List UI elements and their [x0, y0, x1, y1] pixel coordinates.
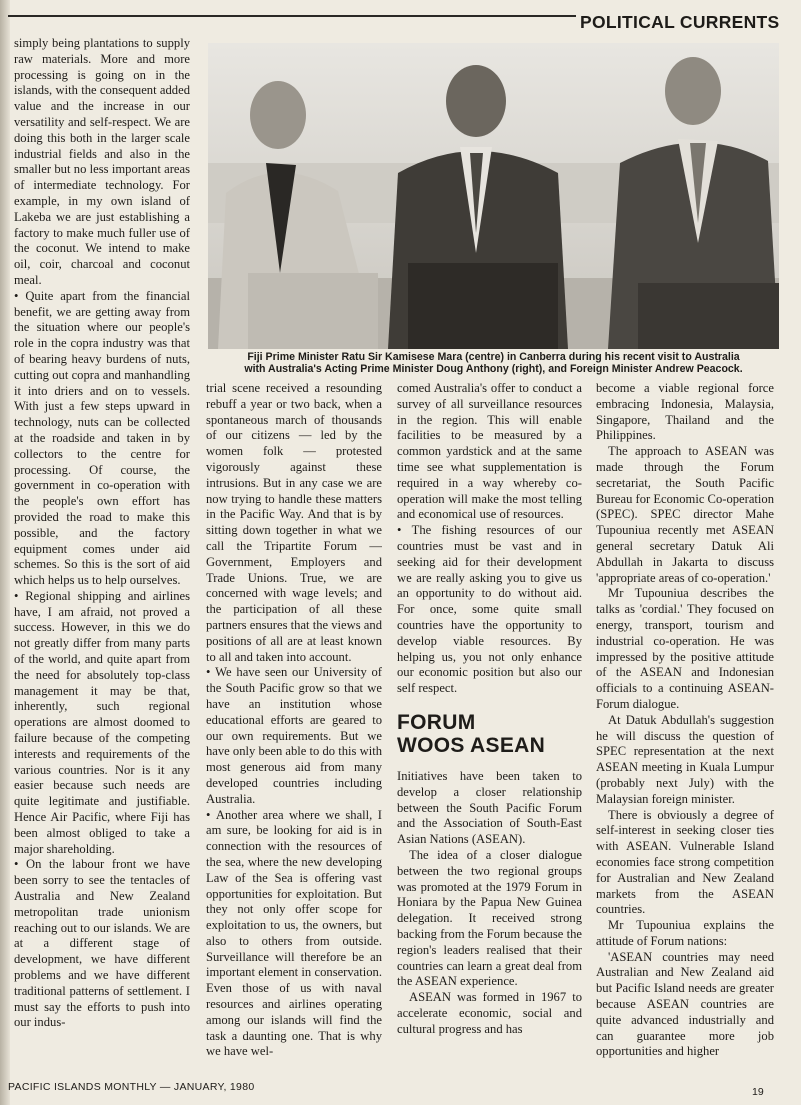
- paragraph: trial scene received a resounding rebuff a year or two back, when a spontaneous march of thousands of our citizens — led by the women folk — protested vigorously against these intrusions. But in any case we are now trying to handle these matters in the Pacific Way. And that is by sitting down together in what we call the Tripartite Forum — Government, Employers and Trade Unions. True, we are concerned with wage levels; and the participation of all these partners ensures that the views and positions of all are at least known to all and taken into account.: [206, 381, 382, 664]
- paragraph: comed Australia's offer to conduct a survey of all surveillance resources in the region. This will enable facilities to be measured by a common yardstick and at the same time see what supplementation is required in a way whereby co-operation will make the most telling and economical use of resources.: [397, 381, 582, 522]
- paragraph: • We have seen our University of the South Pacific grow so that we have an institution whose educational efforts are geared to our own requirements. But we have only been able to do this with most generous aid from many developed countries including Australia.: [206, 665, 382, 807]
- header-rule: [8, 15, 576, 17]
- subheadline-line: WOOS ASEAN: [397, 733, 546, 757]
- section-title: POLITICAL CURRENTS: [580, 12, 780, 32]
- article-column-1: [14, 36, 190, 1076]
- news-photo: [208, 43, 779, 349]
- footer-publication: PACIFIC ISLANDS MONTHLY — JANUARY, 1980: [8, 1081, 255, 1093]
- article-column-2: [206, 381, 382, 1076]
- paragraph: • The fishing resources of our countries must be vast and in seeking aid for their development we are really asking you to give us an opportunity to do without aid. For once, some quite small countries have the opportunity to develop viable resources. By helping us, you not only enhance our economic position but also our self respect.: [397, 523, 582, 697]
- paragraph: Mr Tupouniua describes the talks as 'cordial.' They focused on energy, transport, tourism and industrial co-operation. He was impressed by the positive attitude of the ASEAN and Indonesian officials to a continuing ASEAN-Forum dialogue.: [596, 586, 774, 711]
- article-column-3: [397, 381, 582, 1076]
- caption-line: with Australia's Acting Prime Minister Doug Anthony (right), and Foreign Minister Andrew Peacock.: [244, 363, 743, 376]
- paragraph: • Quite apart from the financial benefit, we are getting away from the situation where our people's role in the copra industry was that of bearing heavy burdens of nuts, cutting out copra and manhandling it into driers and on to vessels. With just a few steps upward in technology, nuts can be collected at the roadside and taken in by collectors to the centre for processing. Of course, the government in co-operation with the people's own effort has provided the road to make this possible, and the factory equipment comes under aid schemes. So this is the sort of aid which helps us to help ourselves.: [14, 289, 190, 589]
- paragraph: There is obviously a degree of self-interest in seeking closer ties with ASEAN. Vulnerable Island economies face strong competition for Australian and New Zealand markets from the ASEAN countries.: [596, 807, 774, 917]
- article-column-4: [596, 381, 774, 1076]
- paragraph: • Another area where we shall, I am sure, be looking for aid is in connection with the resources of the sea, where the new developing Law of the Sea is offering vast opportunities for exploitation. But they not only offer scope for exploitation to us, the owners, but also to others from outside. Surveillance will therefore be an important element in conservation. Even those of us with naval resources and airlines operating among our islands will find the task a daunting one. That is why we have wel-: [206, 808, 382, 1061]
- paragraph: 'ASEAN countries may need Australian and New Zealand aid but Pacific Island needs are greater because ASEAN countries are quite advanced industrially and can guarantee more job opportunities and higher: [596, 949, 774, 1059]
- paragraph: Initiatives have been taken to develop a closer relationship between the South Pacific Forum and the Association of South-East Asian Nations (ASEAN).: [397, 768, 582, 847]
- photo-caption: [208, 351, 779, 376]
- paragraph: The idea of a closer dialogue between the two regional groups was promoted at the 1979 Forum in Honiara by the Papua New Guinea delegation. It received strong backing from the Forum because the region's leaders realised that their countries can learn a great deal from the ASEAN experience.: [397, 847, 582, 989]
- paragraph: become a viable regional force embracing Indonesia, Malaysia, Singapore, Thailand and the Philippines.: [596, 381, 774, 443]
- paragraph: • Regional shipping and airlines have, I am afraid, not proved a success. However, in this we do not greatly differ from many parts of the world, and quite apart from the need for absolutely top-class management it may be that, inherently, such regional operations are almost doomed to failure because of the competing interests and requirements of the various countries. Nor is it any easier because such needs are quite legitimate and justifiable. Hence Air Pacific, where Fiji has been almost obliged to take a major shareholding.: [14, 589, 190, 858]
- paragraph: At Datuk Abdullah's suggestion he will discuss the question of SPEC representation at the next ASEAN meeting in Kuala Lumpur (probably next July) with the Malaysian foreign minister.: [596, 712, 774, 806]
- page-number: 19: [752, 1086, 764, 1098]
- paragraph: • On the labour front we have been sorry to see the tentacles of Australia and New Zealand metropolitan trade unionism reaching out to our islands. We are at a different stage of development, we have different problems and we have different traditional patterns of settlement. I must say the efforts to push into our indus-: [14, 857, 190, 1031]
- paragraph: The approach to ASEAN was made through the Forum secretariat, the South Pacific Bureau for Economic Co-operation (SPEC). SPEC director Mahe Tupouniua recently met ASEAN general secretary Datuk Ali Abdullah in Jakarta to discuss 'appropriate areas of co-operation.': [596, 444, 774, 585]
- paragraph: Mr Tupouniua explains the attitude of Forum nations:: [596, 918, 774, 948]
- subheadline: [397, 711, 582, 757]
- subheadline-line: FORUM: [397, 710, 476, 734]
- page-edge: [0, 0, 10, 1105]
- paragraph: ASEAN was formed in 1967 to accelerate economic, social and cultural progress and has: [397, 990, 582, 1036]
- caption-line: Fiji Prime Minister Ratu Sir Kamisese Mara (centre) in Canberra during his recent visit to Australia: [247, 351, 740, 363]
- paragraph: simply being plantations to supply raw materials. More and more processing is going on in the islands, with the consequent added value and the increase in our versatility and self-respect. We are doing this both in the larger scale industrial fields and also in the smaller but no less important areas of intermediate technology. For example, in my own island of Lakeba we are just establishing a factory to make much fuller use of the coconut. We intend to make oil, coir, charcoal and coconut meal.: [14, 36, 190, 287]
